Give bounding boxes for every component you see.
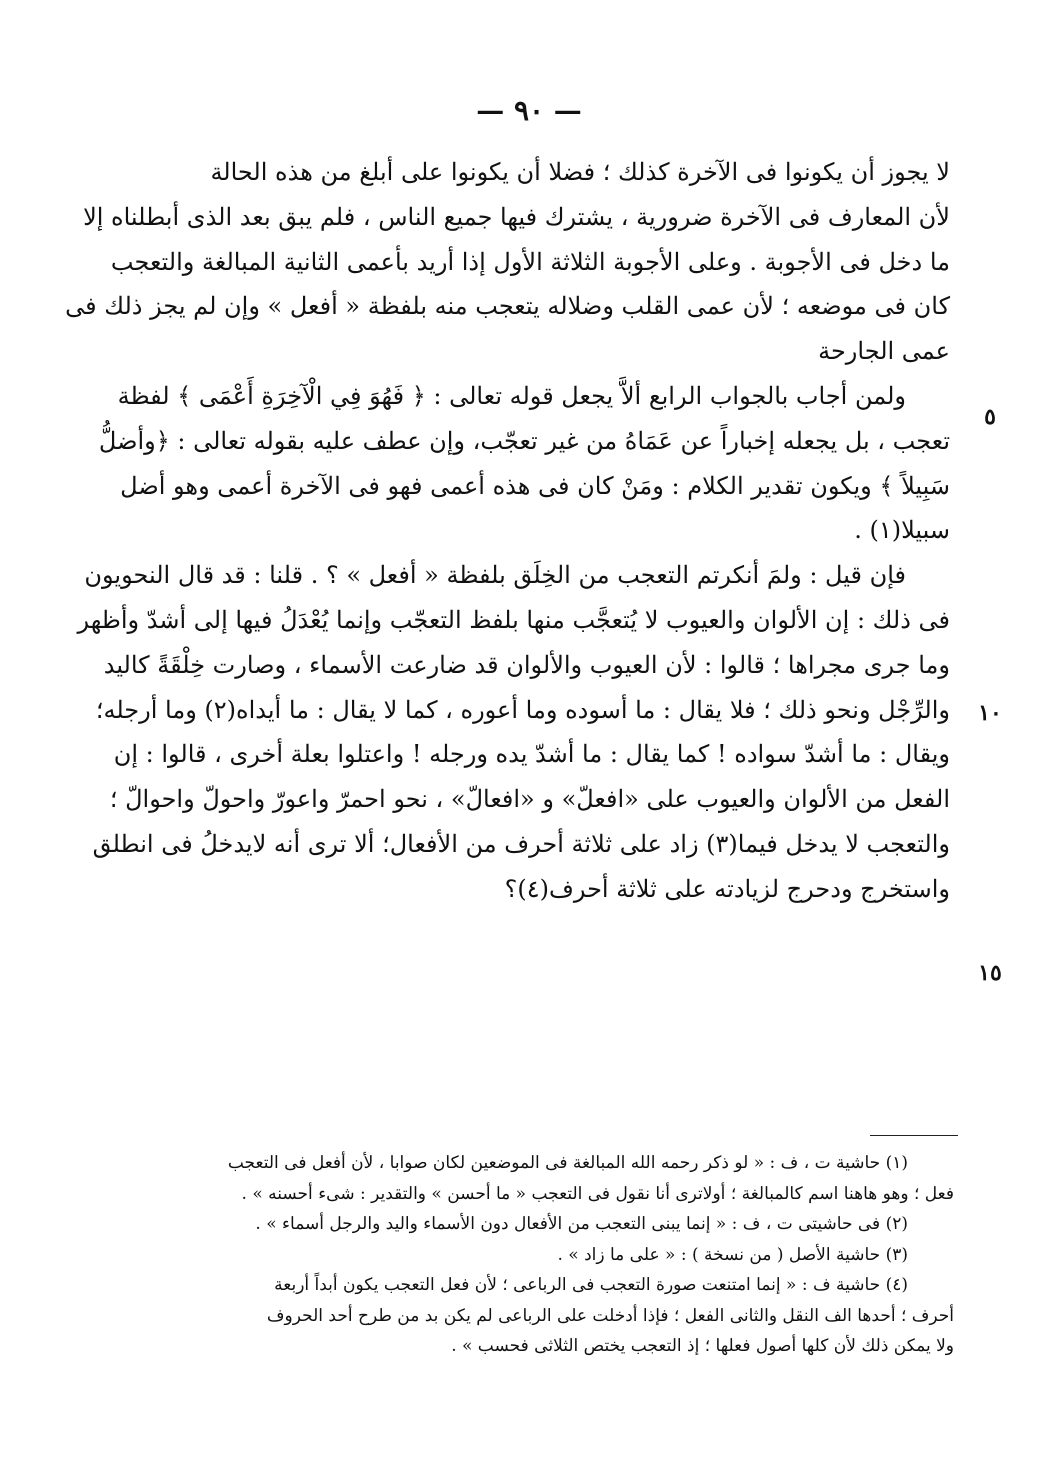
footnotes bbox=[104, 1148, 954, 1362]
text-line: ما دخل فى الأجوبة . وعلى الأجوبة الثلاثة الأول إذا أريد بأعمى الثانية المبالغة والتعجب bbox=[110, 247, 950, 276]
text-line: والتعجب لا يدخل فيما(٣) زاد على ثلاثة أحرف من الأفعال؛ ألا ترى أنه لايدخلُ فى انطلق bbox=[92, 829, 950, 858]
line-number-5: ٥ bbox=[984, 404, 996, 430]
footnote-line: ولا يمكن ذلك لأن كلها أصول فعلها ؛ إذ التعجب يختص الثلاثى فحسب » . bbox=[451, 1336, 954, 1356]
page-number: — ٩٠ — bbox=[476, 94, 582, 127]
text-line: والرِّجْل ونحو ذلك ؛ فلا يقال : ما أسوده وما أعوره ، كما لا يقال : ما أيداه(٢) وما أرجله؛ bbox=[95, 695, 950, 724]
text-line: فى ذلك : إن الألوان والعيوب لا يُتعجَّب منها بلفظ التعجّب وإنما يُعْدَلُ فيها إلى أشدّ وأظهر bbox=[77, 605, 950, 634]
text-line: لا يجوز أن يكونوا فى الآخرة كذلك ؛ فضلا أن يكونوا على أبلغ من هذه الحالة bbox=[210, 158, 950, 186]
text-line: كان فى موضعه ؛ لأن عمى القلب وضلاله يتعجب منه بلفظة « أفعل » وإن لم يجز ذلك فى bbox=[65, 292, 950, 321]
text-line: فإن قيل : ولمَ أنكرتم التعجب من الخِلَق بلفظة « أفعل » ؟ . قلنا : قد قال النحويون bbox=[84, 561, 906, 590]
footnote-line: فعل ؛ وهو هاهنا اسم كالمبالغة ؛ أولاترى أنا نقول فى التعجب « ما أحسن » والتقدير : شىء أحسنه » . bbox=[241, 1183, 954, 1204]
footnote-line: أحرف ؛ أحدها الف النقل والثانى الفعل ؛ فإذا أدخلت على الرباعى لم يكن بد من طرح أحد الحروف bbox=[266, 1305, 954, 1326]
text-line: عمى الجارحة bbox=[818, 337, 950, 366]
text-line: الفعل من الألوان والعيوب على «افعلّ» و «افعالّ» ، نحو احمرّ واعورّ واحولّ واحوالّ ؛ bbox=[109, 785, 950, 814]
footnote-line: (٤) حاشية ف : « إنما امتنعت صورة التعجب فى الرباعى ؛ لأن فعل التعجب يكون أبداً أربعة bbox=[274, 1275, 908, 1295]
text-line: ولمن أجاب بالجواب الرابع ألاَّ يجعل قوله تعالى : ﴿ فَهُوَ فِي الْآخِرَةِ أَعْمَى ﴾ لفظة bbox=[117, 381, 906, 410]
text-line: لأن المعارف فى الآخرة ضرورية ، يشترك فيها جميع الناس ، فلم يبق بعد الذى أبطلناه إلا bbox=[83, 202, 950, 231]
line-number-15: ١٥ bbox=[978, 960, 1002, 986]
text-line: واستخرج ودحرج لزيادته على ثلاثة أحرف(٤)؟ bbox=[504, 874, 950, 903]
text-line: سَبِيلاً ﴾ ويكون تقدير الكلام : ومَنْ كان فى هذه أعمى فهو فى الآخرة أعمى وهو أضل bbox=[120, 471, 950, 500]
text-line: وما جرى مجراها ؛ قالوا : لأن العيوب والألوان قد ضارعت الأسماء ، وصارت خِلْقَةً كاليد bbox=[103, 650, 950, 679]
footnote-line: (١) حاشية ت ، ف : « لو ذكر رحمه الله المبالغة فى الموضعين لكان صوابا ، لأن أفعل فى التعجب bbox=[227, 1153, 908, 1173]
text-line: سبيلا(١) . bbox=[854, 516, 950, 545]
line-number-10: ١٠ bbox=[978, 700, 1002, 726]
footnote-line: (٢) فى حاشيتى ت ، ف : « إنما يبنى التعجب من الأفعال دون الأسماء واليد والرجل أسماء » . bbox=[255, 1214, 908, 1234]
main-text bbox=[65, 150, 950, 912]
footnote-separator bbox=[870, 1135, 958, 1136]
text-line: ويقال : ما أشدّ سواده ! كما يقال : ما أشدّ يده ورجله ! واعتلوا بعلة أخرى ، قالوا : إن bbox=[113, 740, 950, 769]
text-line: تعجب ، بل يجعله إخباراً عن عَمَاهُ من غير تعجّب، وإن عطف عليه بقوله تعالى : ﴿وأضلُّ bbox=[98, 426, 950, 455]
footnote-line: (٣) حاشية الأصل ( من نسخة ) : « على ما زاد » . bbox=[557, 1244, 908, 1265]
